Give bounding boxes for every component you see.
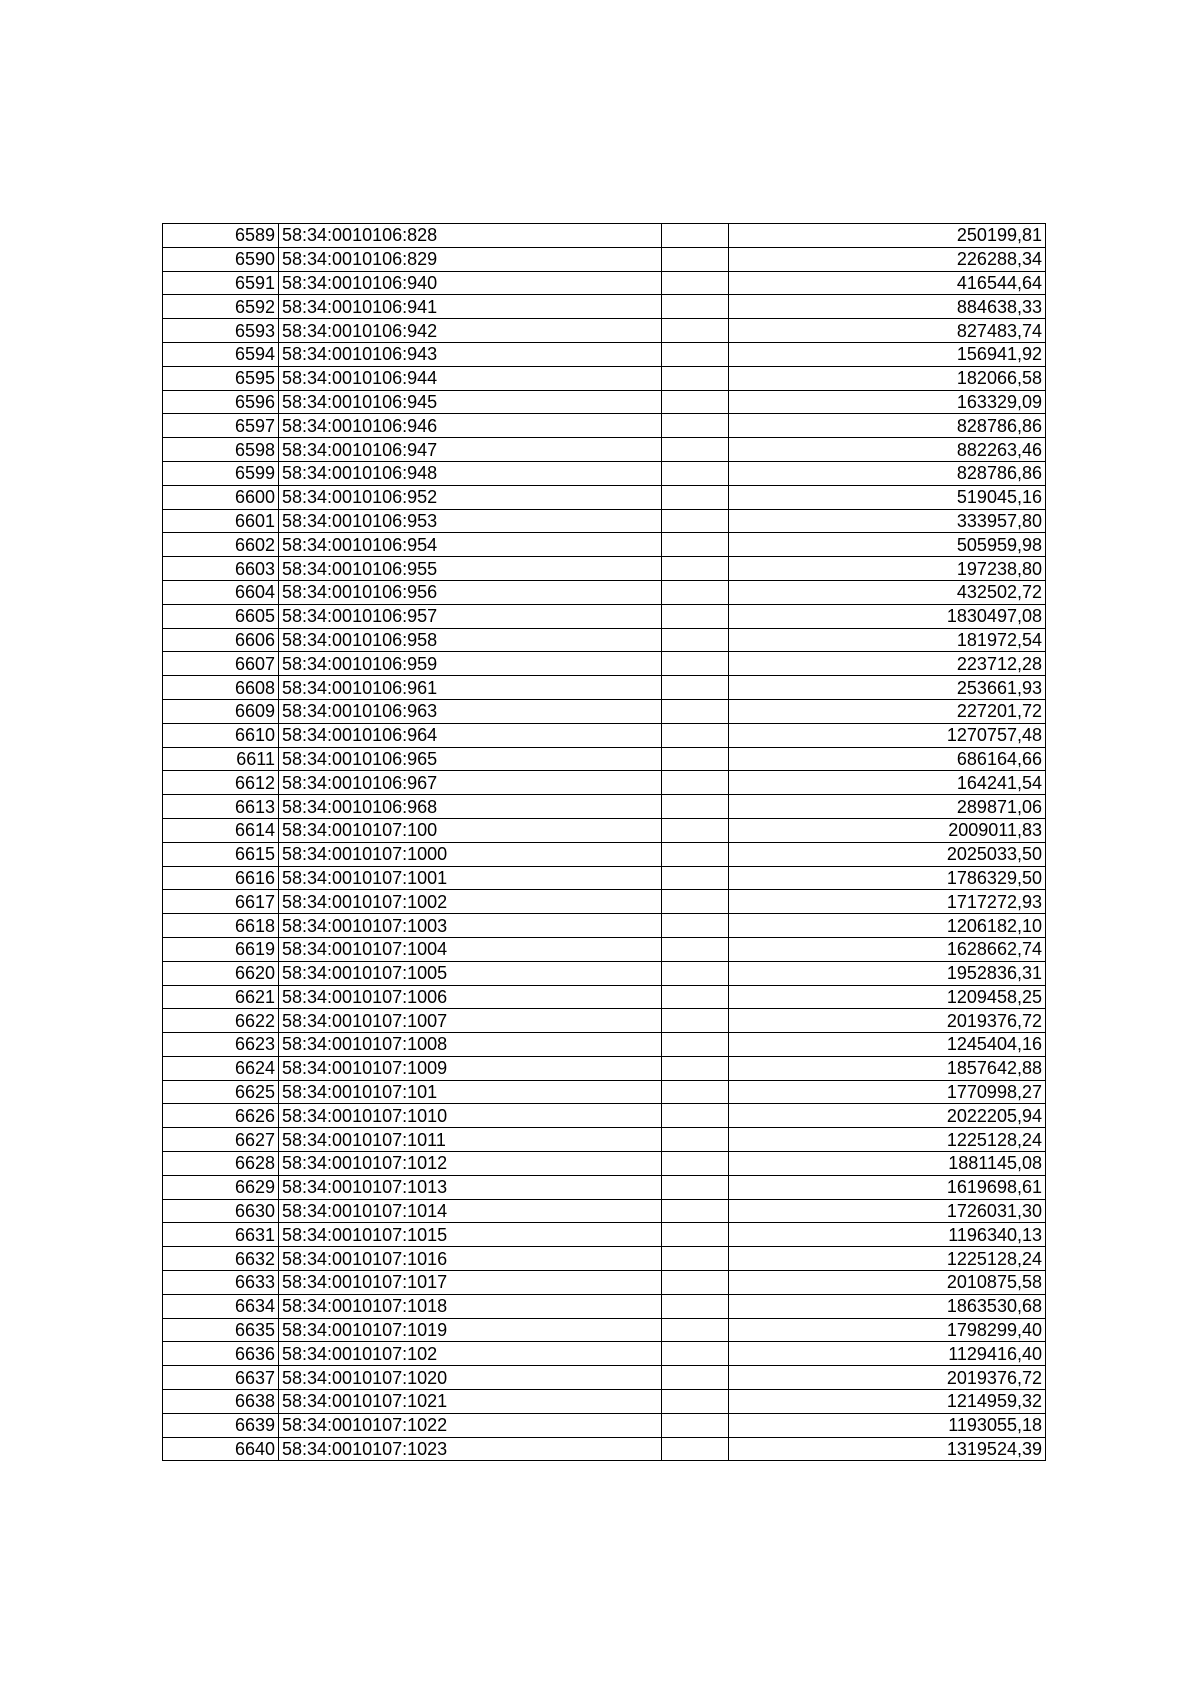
empty-cell — [662, 461, 729, 485]
table-row — [163, 1104, 1046, 1128]
table-row — [163, 1390, 1046, 1414]
cadastral-value-cell: 289871,06 — [729, 795, 1046, 819]
table-row — [163, 224, 1046, 248]
cadastral-value-cell: 182066,58 — [729, 366, 1046, 390]
row-number-cell: 6627 — [163, 1128, 279, 1152]
empty-cell — [662, 247, 729, 271]
empty-cell — [662, 699, 729, 723]
row-number-cell: 6614 — [163, 818, 279, 842]
row-number-cell: 6640 — [163, 1437, 279, 1461]
cadastral-number-cell: 58:34:0010107:1002 — [279, 890, 662, 914]
empty-cell — [662, 652, 729, 676]
cadastral-value-cell: 1129416,40 — [729, 1342, 1046, 1366]
cadastral-number-cell: 58:34:0010107:1019 — [279, 1318, 662, 1342]
empty-cell — [662, 961, 729, 985]
cadastral-value-table — [162, 223, 1046, 1461]
cadastral-number-cell: 58:34:0010107:1012 — [279, 1152, 662, 1176]
empty-cell — [662, 818, 729, 842]
row-number-cell: 6592 — [163, 295, 279, 319]
table-row — [163, 1152, 1046, 1176]
cadastral-value-cell: 2010875,58 — [729, 1271, 1046, 1295]
cadastral-number-cell: 58:34:0010107:1015 — [279, 1223, 662, 1247]
empty-cell — [662, 890, 729, 914]
row-number-cell: 6629 — [163, 1175, 279, 1199]
row-number-cell: 6607 — [163, 652, 279, 676]
row-number-cell: 6613 — [163, 795, 279, 819]
empty-cell — [662, 1437, 729, 1461]
cadastral-value-cell: 416544,64 — [729, 271, 1046, 295]
row-number-cell: 6598 — [163, 438, 279, 462]
cadastral-value-cell: 1881145,08 — [729, 1152, 1046, 1176]
row-number-cell: 6636 — [163, 1342, 279, 1366]
cadastral-number-cell: 58:34:0010106:967 — [279, 771, 662, 795]
empty-cell — [662, 1390, 729, 1414]
row-number-cell: 6626 — [163, 1104, 279, 1128]
cadastral-number-cell: 58:34:0010106:963 — [279, 699, 662, 723]
cadastral-number-cell: 58:34:0010106:964 — [279, 723, 662, 747]
cadastral-number-cell: 58:34:0010106:940 — [279, 271, 662, 295]
empty-cell — [662, 1104, 729, 1128]
empty-cell — [662, 1342, 729, 1366]
table-row — [163, 914, 1046, 938]
row-number-cell: 6619 — [163, 937, 279, 961]
cadastral-number-cell: 58:34:0010107:101 — [279, 1080, 662, 1104]
table-row — [163, 319, 1046, 343]
cadastral-number-cell: 58:34:0010106:948 — [279, 461, 662, 485]
row-number-cell: 6611 — [163, 747, 279, 771]
cadastral-number-cell: 58:34:0010107:1007 — [279, 1009, 662, 1033]
row-number-cell: 6609 — [163, 699, 279, 723]
cadastral-value-cell: 1863530,68 — [729, 1294, 1046, 1318]
row-number-cell: 6601 — [163, 509, 279, 533]
table-row — [163, 723, 1046, 747]
row-number-cell: 6593 — [163, 319, 279, 343]
empty-cell — [662, 1009, 729, 1033]
empty-cell — [662, 1175, 729, 1199]
cadastral-number-cell: 58:34:0010107:1020 — [279, 1366, 662, 1390]
table-row — [163, 295, 1046, 319]
empty-cell — [662, 1294, 729, 1318]
cadastral-number-cell: 58:34:0010107:100 — [279, 818, 662, 842]
cadastral-value-cell: 1717272,93 — [729, 890, 1046, 914]
row-number-cell: 6630 — [163, 1199, 279, 1223]
cadastral-number-cell: 58:34:0010107:1009 — [279, 1056, 662, 1080]
cadastral-number-cell: 58:34:0010106:946 — [279, 414, 662, 438]
empty-cell — [662, 580, 729, 604]
table-row — [163, 1009, 1046, 1033]
row-number-cell: 6604 — [163, 580, 279, 604]
cadastral-number-cell: 58:34:0010106:957 — [279, 604, 662, 628]
row-number-cell: 6633 — [163, 1271, 279, 1295]
empty-cell — [662, 533, 729, 557]
cadastral-number-cell: 58:34:0010107:1016 — [279, 1247, 662, 1271]
cadastral-value-cell: 2019376,72 — [729, 1009, 1046, 1033]
row-number-cell: 6632 — [163, 1247, 279, 1271]
table-row — [163, 509, 1046, 533]
cadastral-number-cell: 58:34:0010107:1022 — [279, 1413, 662, 1437]
cadastral-value-cell: 519045,16 — [729, 485, 1046, 509]
cadastral-value-cell: 2019376,72 — [729, 1366, 1046, 1390]
table-row — [163, 1080, 1046, 1104]
cadastral-value-cell: 1726031,30 — [729, 1199, 1046, 1223]
cadastral-number-cell: 58:34:0010106:943 — [279, 342, 662, 366]
cadastral-value-cell: 197238,80 — [729, 557, 1046, 581]
table-row — [163, 247, 1046, 271]
table-row — [163, 390, 1046, 414]
table-row — [163, 676, 1046, 700]
row-number-cell: 6594 — [163, 342, 279, 366]
row-number-cell: 6617 — [163, 890, 279, 914]
row-number-cell: 6589 — [163, 224, 279, 248]
cadastral-value-cell: 333957,80 — [729, 509, 1046, 533]
table-row — [163, 1033, 1046, 1057]
cadastral-number-cell: 58:34:0010106:945 — [279, 390, 662, 414]
cadastral-value-cell: 1628662,74 — [729, 937, 1046, 961]
cadastral-number-cell: 58:34:0010106:953 — [279, 509, 662, 533]
row-number-cell: 6603 — [163, 557, 279, 581]
row-number-cell: 6638 — [163, 1390, 279, 1414]
row-number-cell: 6606 — [163, 628, 279, 652]
cadastral-value-cell: 227201,72 — [729, 699, 1046, 723]
cadastral-value-cell: 432502,72 — [729, 580, 1046, 604]
cadastral-value-cell: 827483,74 — [729, 319, 1046, 343]
cadastral-number-cell: 58:34:0010106:941 — [279, 295, 662, 319]
cadastral-number-cell: 58:34:0010106:968 — [279, 795, 662, 819]
table-row — [163, 961, 1046, 985]
row-number-cell: 6621 — [163, 985, 279, 1009]
empty-cell — [662, 390, 729, 414]
table-row — [163, 628, 1046, 652]
cadastral-number-cell: 58:34:0010106:829 — [279, 247, 662, 271]
empty-cell — [662, 509, 729, 533]
empty-cell — [662, 438, 729, 462]
cadastral-value-cell: 1786329,50 — [729, 866, 1046, 890]
table-row — [163, 1128, 1046, 1152]
cadastral-value-cell: 1619698,61 — [729, 1175, 1046, 1199]
cadastral-value-cell: 884638,33 — [729, 295, 1046, 319]
cadastral-number-cell: 58:34:0010106:961 — [279, 676, 662, 700]
cadastral-number-cell: 58:34:0010106:958 — [279, 628, 662, 652]
cadastral-number-cell: 58:34:0010107:1003 — [279, 914, 662, 938]
row-number-cell: 6605 — [163, 604, 279, 628]
row-number-cell: 6618 — [163, 914, 279, 938]
table-row — [163, 271, 1046, 295]
table-row — [163, 747, 1046, 771]
table-row — [163, 771, 1046, 795]
cadastral-value-cell: 1857642,88 — [729, 1056, 1046, 1080]
table-row — [163, 557, 1046, 581]
empty-cell — [662, 1271, 729, 1295]
row-number-cell: 6637 — [163, 1366, 279, 1390]
empty-cell — [662, 628, 729, 652]
cadastral-number-cell: 58:34:0010106:952 — [279, 485, 662, 509]
table-row — [163, 890, 1046, 914]
row-number-cell: 6602 — [163, 533, 279, 557]
cadastral-number-cell: 58:34:0010106:959 — [279, 652, 662, 676]
cadastral-value-cell: 1209458,25 — [729, 985, 1046, 1009]
cadastral-number-cell: 58:34:0010107:1021 — [279, 1390, 662, 1414]
cadastral-value-cell: 181972,54 — [729, 628, 1046, 652]
cadastral-number-cell: 58:34:0010106:944 — [279, 366, 662, 390]
table-row — [163, 1199, 1046, 1223]
empty-cell — [662, 747, 729, 771]
cadastral-number-cell: 58:34:0010107:1018 — [279, 1294, 662, 1318]
cadastral-value-cell: 164241,54 — [729, 771, 1046, 795]
cadastral-number-cell: 58:34:0010107:1014 — [279, 1199, 662, 1223]
table-row — [163, 985, 1046, 1009]
table-row — [163, 604, 1046, 628]
table-row — [163, 414, 1046, 438]
empty-cell — [662, 795, 729, 819]
empty-cell — [662, 1247, 729, 1271]
empty-cell — [662, 1080, 729, 1104]
row-number-cell: 6631 — [163, 1223, 279, 1247]
empty-cell — [662, 557, 729, 581]
table-row — [163, 937, 1046, 961]
cadastral-value-cell: 686164,66 — [729, 747, 1046, 771]
row-number-cell: 6625 — [163, 1080, 279, 1104]
cadastral-number-cell: 58:34:0010107:1011 — [279, 1128, 662, 1152]
row-number-cell: 6639 — [163, 1413, 279, 1437]
cadastral-number-cell: 58:34:0010107:1013 — [279, 1175, 662, 1199]
cadastral-value-cell: 163329,09 — [729, 390, 1046, 414]
cadastral-value-cell: 1225128,24 — [729, 1247, 1046, 1271]
cadastral-value-cell: 505959,98 — [729, 533, 1046, 557]
empty-cell — [662, 723, 729, 747]
cadastral-value-cell: 250199,81 — [729, 224, 1046, 248]
row-number-cell: 6608 — [163, 676, 279, 700]
empty-cell — [662, 366, 729, 390]
row-number-cell: 6628 — [163, 1152, 279, 1176]
cadastral-number-cell: 58:34:0010107:1006 — [279, 985, 662, 1009]
cadastral-number-cell: 58:34:0010107:1004 — [279, 937, 662, 961]
empty-cell — [662, 1033, 729, 1057]
row-number-cell: 6612 — [163, 771, 279, 795]
empty-cell — [662, 1413, 729, 1437]
empty-cell — [662, 295, 729, 319]
row-number-cell: 6596 — [163, 390, 279, 414]
empty-cell — [662, 319, 729, 343]
table-row — [163, 818, 1046, 842]
cadastral-value-cell: 1270757,48 — [729, 723, 1046, 747]
cadastral-value-cell: 226288,34 — [729, 247, 1046, 271]
cadastral-number-cell: 58:34:0010106:828 — [279, 224, 662, 248]
table-row — [163, 1175, 1046, 1199]
cadastral-number-cell: 58:34:0010106:942 — [279, 319, 662, 343]
row-number-cell: 6599 — [163, 461, 279, 485]
table-row — [163, 1271, 1046, 1295]
row-number-cell: 6591 — [163, 271, 279, 295]
table-row — [163, 1366, 1046, 1390]
cadastral-value-cell: 2022205,94 — [729, 1104, 1046, 1128]
table-row — [163, 580, 1046, 604]
row-number-cell: 6590 — [163, 247, 279, 271]
empty-cell — [662, 985, 729, 1009]
cadastral-value-cell: 1225128,24 — [729, 1128, 1046, 1152]
table-row — [163, 699, 1046, 723]
table-row — [163, 1294, 1046, 1318]
cadastral-value-cell: 1319524,39 — [729, 1437, 1046, 1461]
empty-cell — [662, 224, 729, 248]
empty-cell — [662, 1223, 729, 1247]
cadastral-value-cell: 882263,46 — [729, 438, 1046, 462]
row-number-cell: 6597 — [163, 414, 279, 438]
table-row — [163, 1247, 1046, 1271]
table-row — [163, 795, 1046, 819]
row-number-cell: 6610 — [163, 723, 279, 747]
table-row — [163, 1342, 1046, 1366]
row-number-cell: 6622 — [163, 1009, 279, 1033]
cadastral-number-cell: 58:34:0010106:956 — [279, 580, 662, 604]
cadastral-number-cell: 58:34:0010107:1005 — [279, 961, 662, 985]
cadastral-number-cell: 58:34:0010106:954 — [279, 533, 662, 557]
table-row — [163, 866, 1046, 890]
table-row — [163, 1437, 1046, 1461]
empty-cell — [662, 1128, 729, 1152]
cadastral-value-cell: 156941,92 — [729, 342, 1046, 366]
cadastral-value-cell: 223712,28 — [729, 652, 1046, 676]
row-number-cell: 6615 — [163, 842, 279, 866]
cadastral-number-cell: 58:34:0010106:965 — [279, 747, 662, 771]
empty-cell — [662, 914, 729, 938]
table-row — [163, 533, 1046, 557]
row-number-cell: 6620 — [163, 961, 279, 985]
cadastral-number-cell: 58:34:0010107:1023 — [279, 1437, 662, 1461]
row-number-cell: 6624 — [163, 1056, 279, 1080]
cadastral-number-cell: 58:34:0010106:955 — [279, 557, 662, 581]
row-number-cell: 6635 — [163, 1318, 279, 1342]
cadastral-number-cell: 58:34:0010106:947 — [279, 438, 662, 462]
empty-cell — [662, 414, 729, 438]
table-row — [163, 438, 1046, 462]
cadastral-value-cell: 2009011,83 — [729, 818, 1046, 842]
cadastral-value-cell: 828786,86 — [729, 461, 1046, 485]
cadastral-number-cell: 58:34:0010107:102 — [279, 1342, 662, 1366]
row-number-cell: 6616 — [163, 866, 279, 890]
empty-cell — [662, 1152, 729, 1176]
empty-cell — [662, 937, 729, 961]
cadastral-value-cell: 1830497,08 — [729, 604, 1046, 628]
row-number-cell: 6623 — [163, 1033, 279, 1057]
cadastral-value-cell: 1798299,40 — [729, 1318, 1046, 1342]
table-row — [163, 485, 1046, 509]
table-row — [163, 342, 1046, 366]
cadastral-number-cell: 58:34:0010107:1010 — [279, 1104, 662, 1128]
table-row — [163, 652, 1046, 676]
cadastral-value-cell: 253661,93 — [729, 676, 1046, 700]
empty-cell — [662, 342, 729, 366]
empty-cell — [662, 1199, 729, 1223]
cadastral-number-cell: 58:34:0010107:1017 — [279, 1271, 662, 1295]
cadastral-value-cell: 1206182,10 — [729, 914, 1046, 938]
empty-cell — [662, 676, 729, 700]
table-row — [163, 461, 1046, 485]
table-row — [163, 1223, 1046, 1247]
row-number-cell: 6595 — [163, 366, 279, 390]
empty-cell — [662, 1318, 729, 1342]
cadastral-value-cell: 1245404,16 — [729, 1033, 1046, 1057]
empty-cell — [662, 485, 729, 509]
table-row — [163, 842, 1046, 866]
cadastral-value-cell: 1952836,31 — [729, 961, 1046, 985]
row-number-cell: 6634 — [163, 1294, 279, 1318]
empty-cell — [662, 1366, 729, 1390]
empty-cell — [662, 604, 729, 628]
empty-cell — [662, 842, 729, 866]
cadastral-value-cell: 2025033,50 — [729, 842, 1046, 866]
row-number-cell: 6600 — [163, 485, 279, 509]
cadastral-value-cell: 1196340,13 — [729, 1223, 1046, 1247]
empty-cell — [662, 271, 729, 295]
table-row — [163, 1056, 1046, 1080]
cadastral-number-cell: 58:34:0010107:1008 — [279, 1033, 662, 1057]
table-row — [163, 1318, 1046, 1342]
empty-cell — [662, 866, 729, 890]
cadastral-value-cell: 1214959,32 — [729, 1390, 1046, 1414]
table-row — [163, 366, 1046, 390]
cadastral-value-cell: 1193055,18 — [729, 1413, 1046, 1437]
empty-cell — [662, 771, 729, 795]
table-row — [163, 1413, 1046, 1437]
cadastral-value-cell: 1770998,27 — [729, 1080, 1046, 1104]
cadastral-number-cell: 58:34:0010107:1001 — [279, 866, 662, 890]
table-body — [163, 224, 1046, 1461]
cadastral-number-cell: 58:34:0010107:1000 — [279, 842, 662, 866]
cadastral-value-cell: 828786,86 — [729, 414, 1046, 438]
empty-cell — [662, 1056, 729, 1080]
